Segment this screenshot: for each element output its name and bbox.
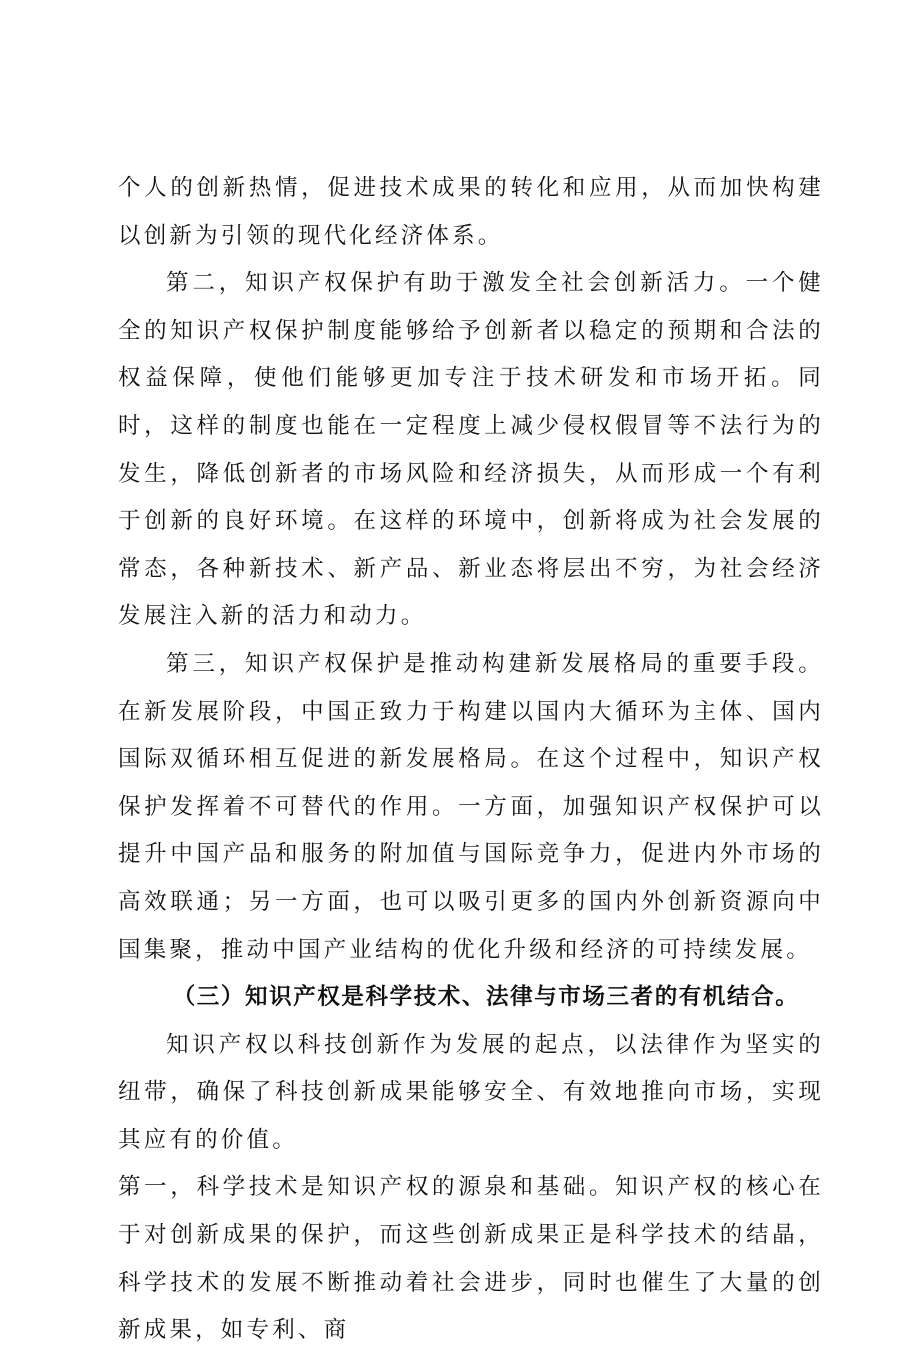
paragraph-second-point: 第二，知识产权保护有助于激发全社会创新活力。一个健全的知识产权保护制度能够给予创新者以稳定的预期和合法的权益保障，使他们能够更加专注于技术研发和市场开拓。同时，这样的制度也能在一定程度上减少侵权假冒等不法行为的发生，降低创新者的市场风险和经济损失，从而形成一个有利于创新的良好环境。在这样的环境中，创新将成为社会发展的常态，各种新技术、新产品、新业态将层出不穷，为社会经济发展注入新的活力和动力。 — [118, 270, 824, 630]
paragraph-section-intro: 知识产权以科技创新作为发展的起点，以法律作为坚实的纽带，确保了科技创新成果能够安全、有效地推向市场，实现其应有的价值。 — [118, 1031, 824, 1153]
section-heading: （三）知识产权是科学技术、法律与市场三者的有机结合。 — [172, 984, 800, 1011]
paragraph-continuation: 个人的创新热情，促进技术成果的转化和应用，从而加快构建以创新为引领的现代化经济体系。 — [118, 175, 824, 249]
body-text — [118, 165, 824, 1355]
paragraph-first-point: 第一，科学技术是知识产权的源泉和基础。知识产权的核心在于对创新成果的保护，而这些创新成果正是科学技术的结晶，科学技术的发展不断推动着社会进步，同时也催生了大量的创新成果，如专利、商 — [118, 1174, 824, 1344]
paragraph-third-point: 第三，知识产权保护是推动构建新发展格局的重要手段。在新发展阶段，中国正致力于构建以国内大循环为主体、国内国际双循环相互促进的新发展格局。在这个过程中，知识产权保护发挥着不可替代的作用。一方面，加强知识产权保护可以提升中国产品和服务的附加值与国际竞争力，促进内外市场的高效联通；另一方面，也可以吸引更多的国内外创新资源向中国集聚，推动中国产业结构的优化升级和经济的可持续发展。 — [118, 650, 824, 963]
